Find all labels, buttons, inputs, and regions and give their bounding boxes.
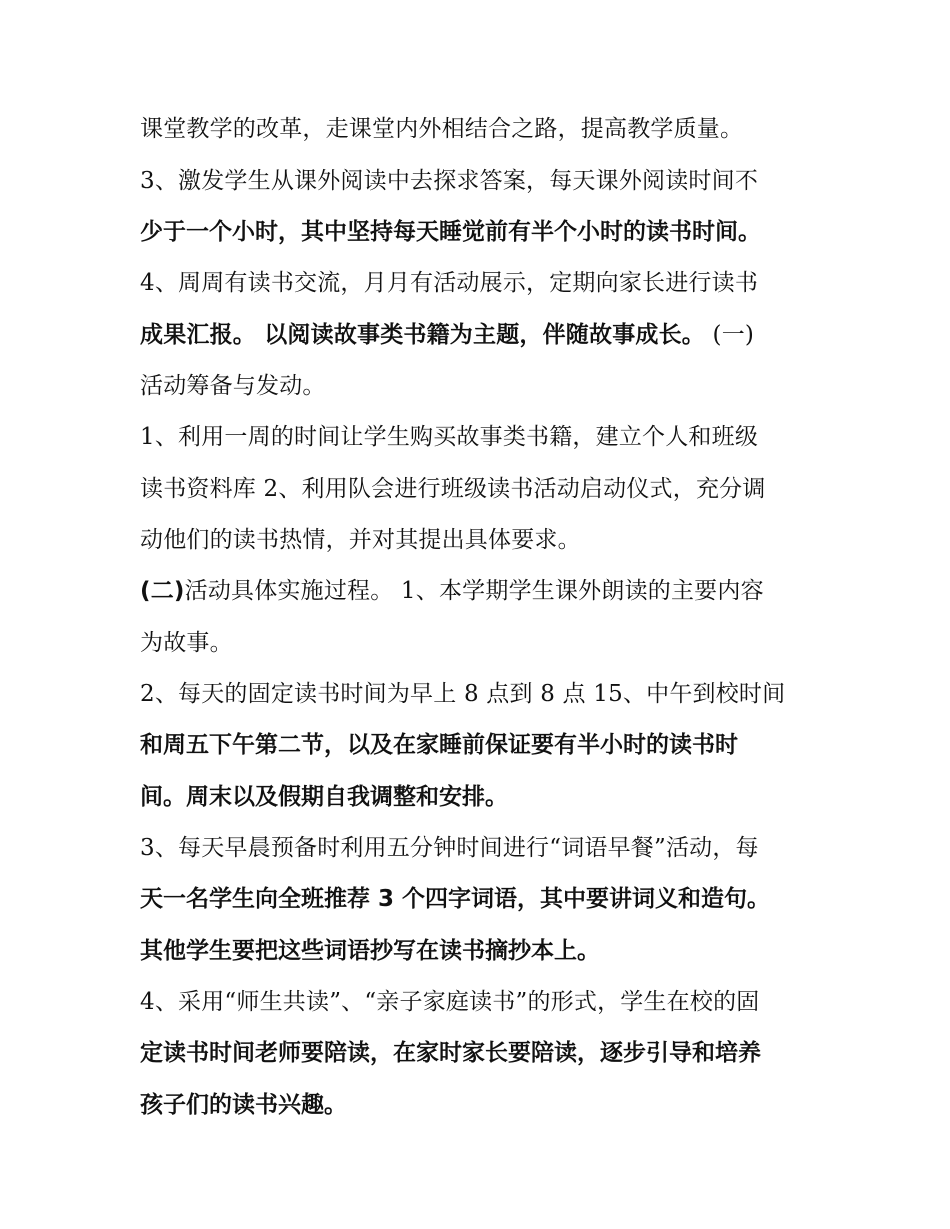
text-line: 课堂教学的改革，走课堂内外相结合之路，提高教学质量。 — [140, 116, 744, 142]
text-line: 为故事。 — [140, 630, 233, 656]
text-line: 4、周周有读书交流，月月有活动展示，定期向家长进行读书 — [140, 270, 759, 296]
text-line: 天一名学生向全班推荐 3 个四字词语，其中要讲词义和造句。 — [140, 886, 771, 912]
text-line: 定读书时间老师要陪读，在家时家长要陪读，逐步引导和培养 — [140, 1040, 761, 1066]
text-line: 读书资料库 2、利用队会进行班级读书活动启动仪式，充分调 — [140, 476, 766, 502]
text-line: 孩子们的读书兴趣。 — [140, 1092, 347, 1118]
text-line — [140, 576, 764, 606]
text-line: 1、利用一周的时间让学生购买故事类书籍，建立个人和班级 — [140, 424, 759, 450]
text-line: 其他学生要把这些词语抄写在读书摘抄本上。 — [140, 938, 600, 964]
text-line: 少于一个小时，其中坚持每天睡觉前有半个小时的读书时间。 — [140, 219, 761, 245]
text-segment: 活动具体实施过程。 1、本学期学生课外朗读的主要内容 — [184, 578, 764, 604]
text-line: 活动筹备与发动。 — [140, 373, 326, 399]
text-line: 4、采用“师生共读”、“亲子家庭读书”的形式，学生在校的固 — [140, 989, 760, 1015]
text-line: 和周五下午第二节，以及在家睡前保证要有半小时的读书时 — [140, 732, 738, 758]
text-line: 3、激发学生从课外阅读中去探求答案，每天课外阅读时间不 — [140, 168, 759, 194]
text-line: 动他们的读书热情，并对其提出具体要求。 — [140, 527, 581, 553]
text-segment: (二) — [140, 578, 185, 604]
text-segment: 成果汇报。 以阅读故事类书籍为主题，伴随故事成长。 — [140, 322, 706, 348]
text-line: 间。周末以及假期自我调整和安排。 — [140, 784, 508, 810]
text-segment: (一) — [712, 322, 755, 348]
text-line — [140, 320, 754, 350]
text-line: 3、每天早晨预备时利用五分钟时间进行“词语早餐”活动，每 — [140, 835, 759, 861]
text-line: 2、每天的固定读书时间为早上 8 点到 8 点 15、中午到校时间 — [140, 681, 786, 707]
